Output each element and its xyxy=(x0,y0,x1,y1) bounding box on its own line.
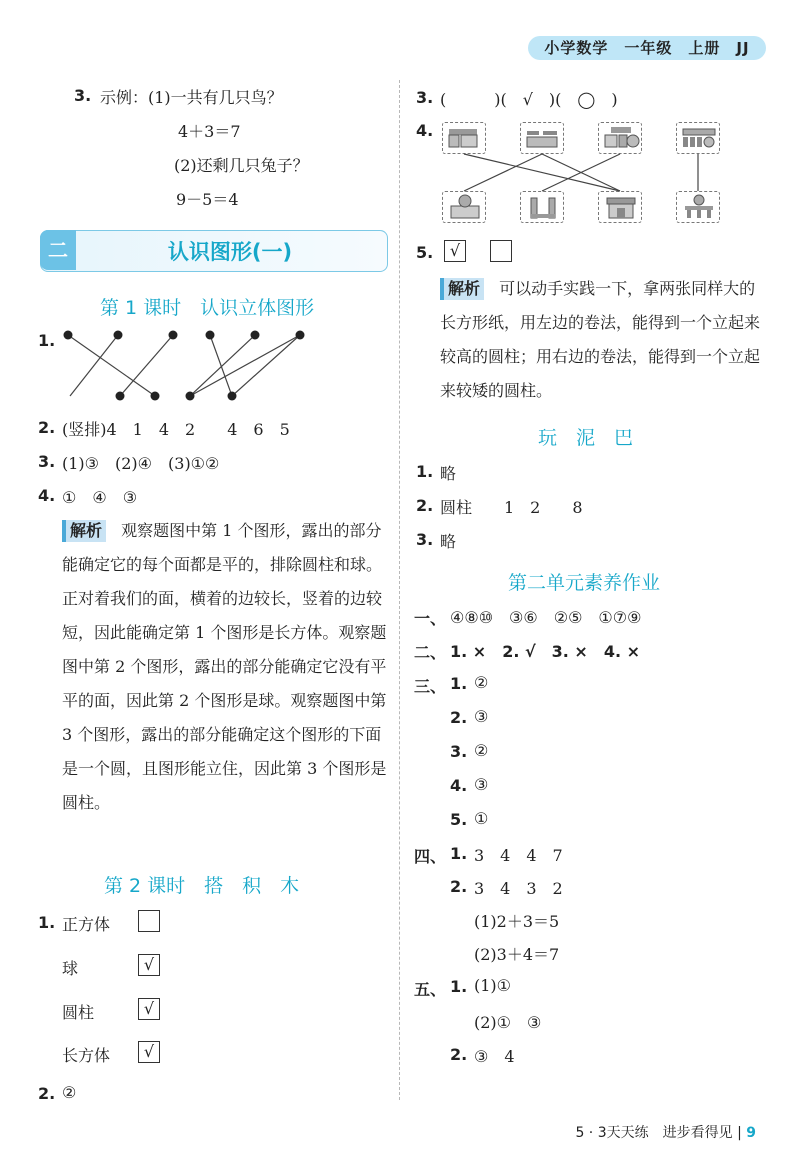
answer-text: ① xyxy=(474,809,489,828)
question-number: 1. xyxy=(38,331,56,350)
check-box: √ xyxy=(138,998,160,1020)
unit-number: 二 xyxy=(40,230,76,270)
check-box: √ xyxy=(444,240,466,262)
question-number: 1. xyxy=(450,844,468,863)
question-number: 2. xyxy=(450,708,468,727)
answer-text: 略 xyxy=(440,532,457,551)
question-number: 2. xyxy=(416,496,434,515)
footer-slogan: 5 · 3天天练 进步看得见 | xyxy=(575,1125,747,1141)
shape-label: 长方体 xyxy=(62,1046,111,1065)
blocks-image xyxy=(520,122,564,154)
section-number: 三、 xyxy=(414,677,447,696)
answer-text: (2)① ③ xyxy=(474,1013,542,1032)
equation: (2)3＋4＝7 xyxy=(474,945,560,964)
blocks-image xyxy=(442,122,486,154)
header-badge: 小学数学 一年级 上册 JJ xyxy=(528,36,766,60)
blocks-image xyxy=(442,191,486,223)
equation: 4＋3＝7 xyxy=(178,122,241,141)
blocks-image xyxy=(676,191,720,223)
question-number: 5. xyxy=(416,243,434,262)
question-number: 4. xyxy=(450,776,468,795)
answer-text: ③ xyxy=(474,707,489,726)
answer-text: (2)还剩几只兔子？ xyxy=(174,156,309,175)
check-box xyxy=(490,240,512,262)
answer-text: ① ④ ③ xyxy=(62,488,138,507)
section-number: 四、 xyxy=(414,847,447,866)
check-box: √ xyxy=(138,954,160,976)
question-number: 4. xyxy=(38,486,56,505)
question-number: 5. xyxy=(450,810,468,829)
shape-label: 圆柱 xyxy=(62,1003,95,1022)
answer-text: 圆柱 1 2 8 xyxy=(440,498,583,517)
question-number: 2. xyxy=(38,418,56,437)
lesson-title: 第 1 课时 认识立体图形 xyxy=(100,297,315,319)
answer-text: ② xyxy=(474,673,489,692)
equation: 9－5＝4 xyxy=(176,190,239,209)
equation: (1)2＋3＝5 xyxy=(474,912,560,931)
answer-text: ④⑧⑩ ③⑥ ②⑤ ①⑦⑨ xyxy=(450,608,642,627)
question-number: 3. xyxy=(450,742,468,761)
page-footer xyxy=(575,1122,756,1142)
answer-text: ③ 4 xyxy=(474,1047,515,1066)
analysis-block xyxy=(440,272,770,408)
answer-text: (1)③ (2)④ (3)①② xyxy=(62,454,220,473)
answer-text: 1. × 2. √ 3. × 4. × xyxy=(450,642,641,661)
question-number: 1. xyxy=(450,674,468,693)
answer-text: 示例：(1)一共有几只鸟？ xyxy=(100,88,283,107)
answer-text: 3 4 3 2 xyxy=(474,879,563,898)
blocks-image xyxy=(676,122,720,154)
blocks-image xyxy=(598,191,642,223)
answer-text: 3 4 4 7 xyxy=(474,846,563,865)
blocks-image xyxy=(520,191,564,223)
question-number: 1. xyxy=(450,977,468,996)
question-number: 3. xyxy=(38,452,56,471)
answer-text: 略 xyxy=(440,464,457,483)
section-number: 五、 xyxy=(414,980,447,999)
check-box xyxy=(138,910,160,932)
analysis-tag: 解析 xyxy=(440,278,484,300)
question-number: 1. xyxy=(38,913,56,932)
section-number: 一、 xyxy=(414,609,447,628)
question-number: 2. xyxy=(38,1084,56,1103)
lesson-title: 第 2 课时 搭 积 木 xyxy=(104,875,300,897)
answer-text: ( )( √ )( ◯ ) xyxy=(440,90,618,109)
question-number: 2. xyxy=(450,877,468,896)
section-title: 第二单元素养作业 xyxy=(508,572,661,594)
answer-text: (1)① xyxy=(474,976,512,995)
shape-label: 正方体 xyxy=(62,915,111,934)
analysis-text: 可以动手实践一下，拿两张同样大的长方形纸，用左边的卷法，能得到一个立起来较高的圆柱；用右边的卷法，能得到一个立起来较矮的圆柱。 xyxy=(440,279,761,400)
check-box: √ xyxy=(138,1041,160,1063)
question-number: 3. xyxy=(416,530,434,549)
blocks-image xyxy=(598,122,642,154)
question-number: 1. xyxy=(416,462,434,481)
answer-text: (竖排)4 1 4 2 4 6 5 xyxy=(62,420,290,439)
shape-label: 球 xyxy=(62,959,79,978)
lesson-title: 玩 泥 巴 xyxy=(538,427,634,449)
answer-text: ② xyxy=(62,1083,77,1102)
question-number: 3. xyxy=(74,86,92,105)
section-number: 二、 xyxy=(414,643,447,662)
analysis-block xyxy=(62,514,388,820)
analysis-tag: 解析 xyxy=(62,520,106,542)
question-number: 2. xyxy=(450,1045,468,1064)
question-number: 3. xyxy=(416,88,434,107)
analysis-text: 观察题图中第 1 个图形，露出的部分能确定它的每个面都是平的，排除圆柱和球。正对着我们的面，横着的边较长，竖着的边较短，因此能确定第 1 个图形是长方体。观察题图中第 2 个图形，露出的部分能确定它没有平平的面，因此第 2 个图形是球。观察题图中第 3 个图形，露出的部分能确定这个图形的下面是一个圆，且图形能立住，因此第 3 个图形是圆柱。 xyxy=(62,521,387,812)
page-number: 9 xyxy=(746,1125,756,1141)
question-number: 4. xyxy=(416,121,434,140)
unit-title: 认识图形(一) xyxy=(167,240,293,264)
answer-text: ② xyxy=(474,741,489,760)
answer-text: ③ xyxy=(474,775,489,794)
